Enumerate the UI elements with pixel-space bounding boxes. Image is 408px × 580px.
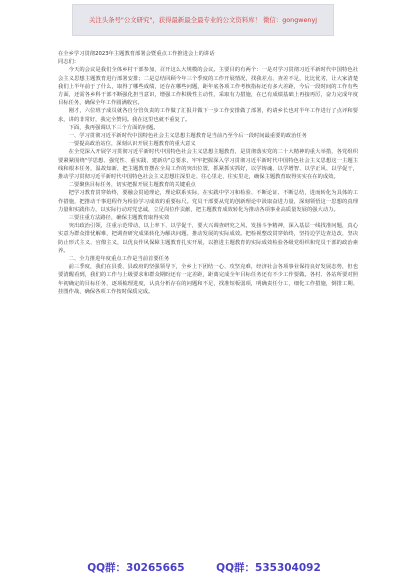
subsection-heading: 一要提高政治站位，深刻认识开展主题教育的重大意义 (68, 141, 196, 148)
qq-group-2: QQ群：535304092 (216, 562, 321, 574)
paragraph: 在全党深入开展学习贯彻习近平新时代中国特色社会主义思想主题教育，是贯彻落实党的二十大精神的重大举措，各党组织要紧紧围绕"学思想、强党性、重实践、建新功"总要求，牢牢把握深入学习贯彻习近平新时代中国特色社会主义思想这一主题主线和根本任务，温故知新，把主题教育摆在全局工作的突出位置，抓紧抓实抓好，以学铸魂、以学增智、以学正风、以学促干，推动学习贯彻习近平新时代中国特色社会主义思想往深里走、往心里走、往实里走，确保主题教育取得实实在在的成效。 (58, 149, 358, 181)
paragraph: 把学习教育贯穿始终，要融会贯通理论，理论联系实际，在实践中学习和检验、不断论证、不断总结，进而转化为具体的工作措施，把推动干事进程作为检验学习成效的重要标尺。党员干部要从党的创新理论中汲取奋进力量，深刻领悟这一思想的真理力量和实践伟力，以实际行动对党忠诚，立足岗位作贡献，把主题教育成效转化为推动各项事业高质量发展的强大动力。 (58, 190, 358, 213)
paragraph: 突出政治引领，注重示范带动，以上率下、以学促干，要大兴调查研究之风，发扬斗争精神，深入基层一线找准问题，真心实意为群众排忧解难，把调查研究成果转化为解决问题、推动发展的实际成效。把检视整改贯穿始终，坚持边学边查边改，坚决防止形式主义、官僚主义，以优良作风保障主题教育扎实开展，以推进主题教育的实际成效检验各级党组织和党员干部的政治素养。 (58, 223, 358, 254)
paragraph: 刚才，六位班子成员就各自分管负责的工作做了汇报并做下一步工作安排做了部署，约请乡长也对半年工作进行了点评和要求，讲的非常好，我完全赞同。我在这里也就不重复了。 (58, 108, 358, 123)
footer-contact (0, 560, 408, 575)
qq-group-1: QQ群：30265665 (87, 562, 185, 574)
subsection-heading: 二要聚焦目标任务，切实把握开展主题教育的关键重点 (68, 182, 196, 189)
salutation: 同志们： (58, 59, 80, 66)
paragraph: 下面，我再强调以下三个方面的问题。 (68, 124, 159, 131)
subsection-heading: 三要注重方法路径，确保主题教育取得实效 (68, 215, 170, 222)
document-body (58, 50, 358, 296)
header-banner (72, 4, 334, 36)
section-heading: 二、全力推进年度重点工作是当前首要任务 (68, 256, 170, 263)
paragraph: 前三季度，我们在县委、县政府的坚强领导下，全乡上下团结一心、攻坚克难，经济社会各项事业保持良好发展态势，但也要清醒看到，我们的工作与上级要求和群众期盼还有一定差距，距离完成全年目标任务还有不少工作要做。各村、各站所要对照年初确定的目标任务，逐项梳理进度，认真分析存在的问题和不足，找准短板弱项，明确责任分工，细化工作措施，倒排工期、挂图作战，确保各项工作按时保质完成。 (58, 264, 358, 295)
banner-text: 关注头条号"公文研究"，获得最新最全最专业的公文资料库！ 微信：gongwenyj (88, 16, 318, 24)
section-heading: 一、学习贯彻习近平新时代中国特色社会主义思想主题教育是当前乃至今后一段时间最重要的政治任务 (68, 133, 307, 140)
document-title: 在全乡学习贯彻2023年主题教育部署会暨重点工作推进会上的讲话 (58, 51, 215, 57)
paragraph: 今天的会议是我们全体乡村干部参加，召开这么大规模的会议。主要目的有两个：一是对学习贯彻习近平新时代中国特色社会主义思想主题教育进行部署安排；二是总结回顾今年三个季度的工作开展情况，找我差点、查差不足，比比优劣，让大家清楚我们上半年前于了什么，取得了哪些成绩，还存在哪些问题，距年底各项工作考核指标还有多大差距，今后一段时间的工作有些方面，还需各乡科干部不断强化担当意识，增强工作积极性主动性，采取有力措施，在已有成绩基础上再接再厉，奋力完成年度目标任务，确保全年工作圆满收官。 (58, 67, 358, 107)
